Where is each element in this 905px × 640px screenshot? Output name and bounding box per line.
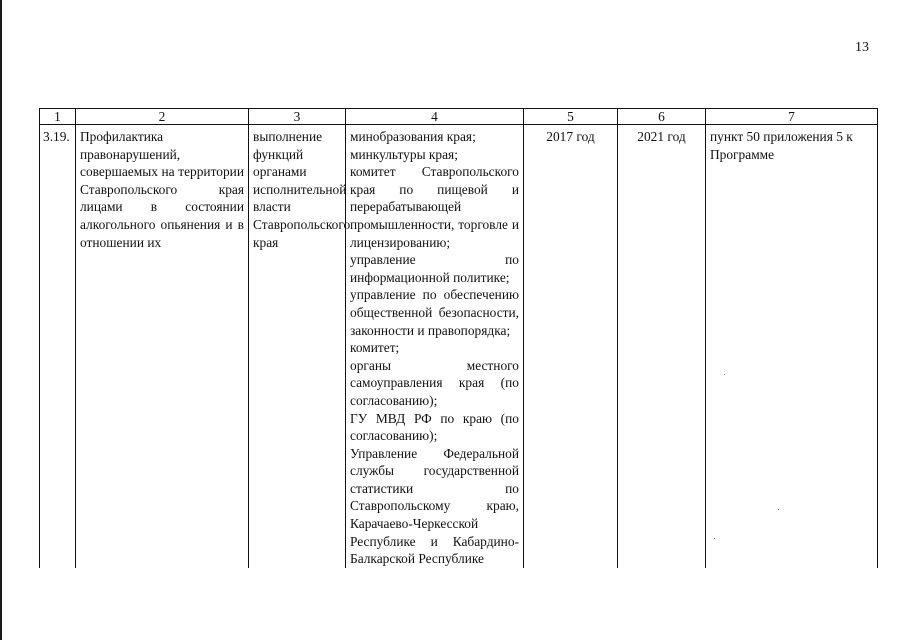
executor-item: управление по информационной политике; xyxy=(350,252,519,285)
column-header-4: 4 xyxy=(346,109,524,125)
start-year-cell: 2017 год xyxy=(524,125,618,568)
executors-cell xyxy=(346,125,524,568)
reference-cell: пункт 50 приложения 5 к Программе xyxy=(706,125,878,568)
column-header-1: 1 xyxy=(40,109,76,125)
end-year-cell: 2021 год xyxy=(618,125,706,568)
column-header-5: 5 xyxy=(524,109,618,125)
scan-edge xyxy=(0,0,2,640)
column-header-6: 6 xyxy=(618,109,706,125)
scan-speck xyxy=(724,374,725,375)
table-row xyxy=(40,125,878,568)
column-header-3: 3 xyxy=(249,109,346,125)
executor-item: минкультуры края; xyxy=(350,146,458,162)
executor-item: минобразования края; xyxy=(350,129,476,144)
executor-item: управление по обеспечению общественной безопасности, законности и правопорядка; xyxy=(350,287,519,338)
header-row xyxy=(40,109,878,125)
executor-item: комитет; xyxy=(350,340,400,356)
measure-cell: Профилактика правонарушений, совершаемых на территории Ставропольского края лицами в состоянии алкогольного опьянения и в отношении их xyxy=(76,125,249,568)
page-number: 13 xyxy=(855,40,869,55)
row-number: 3.19. xyxy=(40,125,76,568)
column-header-2: 2 xyxy=(76,109,249,125)
program-table xyxy=(39,108,878,568)
column-header-7: 7 xyxy=(706,109,878,125)
scan-speck xyxy=(714,538,715,539)
content-cell: выполнение функций органами исполнительной власти Ставропольского края xyxy=(249,125,346,568)
scan-speck xyxy=(778,509,779,510)
executor-item: Управление Федеральной службы государственной статистики по Ставропольскому краю, Карачаево-Черкесской Республике и Кабардино-Балкарской Республике xyxy=(350,445,519,567)
executor-item: органы местного самоуправления края (по согласованию); xyxy=(350,357,519,408)
executor-item: комитет Ставропольского края по пищевой и перерабатывающей промышленности, торговле и лицензированию; xyxy=(350,164,519,250)
executor-item: ГУ МВД РФ по краю (по согласованию); xyxy=(350,410,519,444)
